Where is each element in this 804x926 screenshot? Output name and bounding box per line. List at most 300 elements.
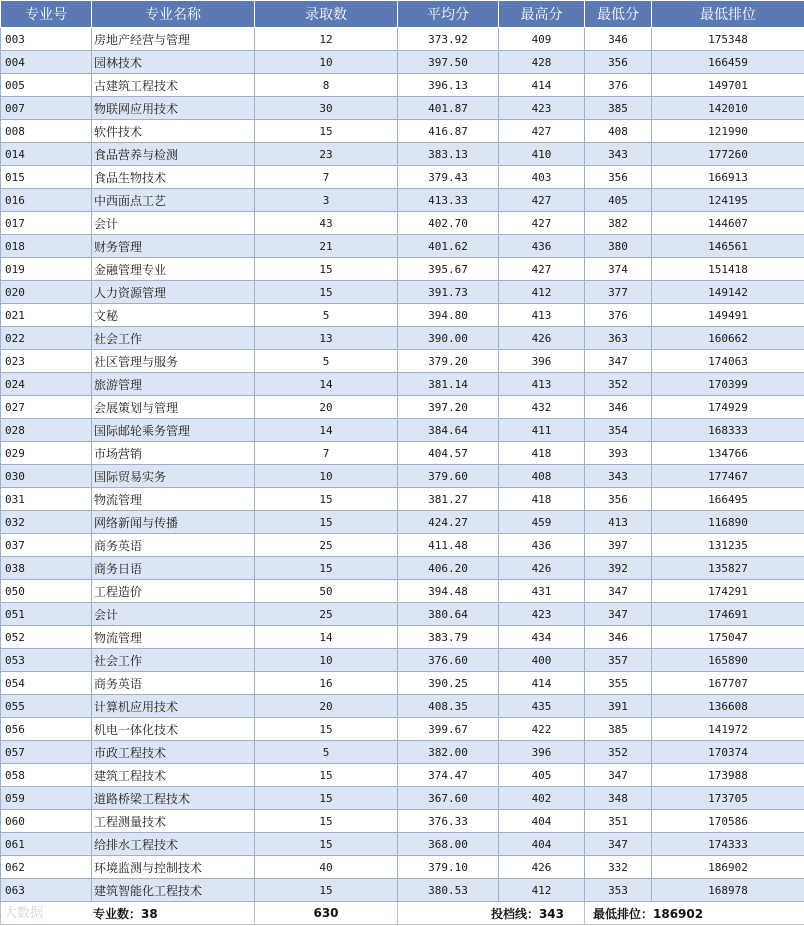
min-rank-cell: 160662 <box>652 327 804 350</box>
min-score-cell: 382 <box>585 212 652 235</box>
major-name-cell: 商务英语 <box>92 534 255 557</box>
major-code-cell: 051 <box>1 603 92 626</box>
admitted-count-cell: 15 <box>255 787 398 810</box>
table-row <box>1 258 804 281</box>
admitted-count-cell: 8 <box>255 74 398 97</box>
major-code-cell: 053 <box>1 649 92 672</box>
max-score-cell: 413 <box>499 373 585 396</box>
min-rank-cell: 116890 <box>652 511 804 534</box>
major-name-cell: 软件技术 <box>92 120 255 143</box>
major-code-cell: 018 <box>1 235 92 258</box>
major-code-cell: 032 <box>1 511 92 534</box>
min-rank-cell: 173988 <box>652 764 804 787</box>
min-rank-summary: 最低排位：186902 <box>585 902 804 925</box>
major-code-cell: 029 <box>1 442 92 465</box>
average-score-cell: 379.20 <box>398 350 499 373</box>
major-code-cell: 027 <box>1 396 92 419</box>
min-score-cell: 347 <box>585 580 652 603</box>
admitted-count-cell: 30 <box>255 97 398 120</box>
min-rank-cell: 174291 <box>652 580 804 603</box>
max-score-cell: 426 <box>499 856 585 879</box>
major-code-cell: 021 <box>1 304 92 327</box>
min-score-cell: 343 <box>585 465 652 488</box>
major-name-cell: 市场营销 <box>92 442 255 465</box>
average-score-cell: 368.00 <box>398 833 499 856</box>
admitted-count-cell: 3 <box>255 189 398 212</box>
min-score-cell: 348 <box>585 787 652 810</box>
admitted-count-cell: 10 <box>255 649 398 672</box>
major-name-cell: 社区管理与服务 <box>92 350 255 373</box>
major-name-cell: 金融管理专业 <box>92 258 255 281</box>
major-name-cell: 人力资源管理 <box>92 281 255 304</box>
max-score-cell: 412 <box>499 281 585 304</box>
max-score-cell: 408 <box>499 465 585 488</box>
max-score-cell: 434 <box>499 626 585 649</box>
max-score-cell: 396 <box>499 741 585 764</box>
major-name-cell: 网络新闻与传播 <box>92 511 255 534</box>
table-row <box>1 810 804 833</box>
min-rank-cell: 166495 <box>652 488 804 511</box>
table-row <box>1 120 804 143</box>
summary-row <box>1 902 804 925</box>
max-score-cell: 414 <box>499 74 585 97</box>
max-score-cell: 426 <box>499 327 585 350</box>
major-name-cell: 食品营养与检测 <box>92 143 255 166</box>
average-score-cell: 408.35 <box>398 695 499 718</box>
max-score-cell: 422 <box>499 718 585 741</box>
major-name-cell: 社会工作 <box>92 327 255 350</box>
min-score-cell: 393 <box>585 442 652 465</box>
average-score-cell: 379.60 <box>398 465 499 488</box>
major-code-cell: 062 <box>1 856 92 879</box>
max-score-cell: 436 <box>499 534 585 557</box>
table-row <box>1 143 804 166</box>
major-code-cell: 028 <box>1 419 92 442</box>
average-score-cell: 399.67 <box>398 718 499 741</box>
average-score-cell: 384.64 <box>398 419 499 442</box>
average-score-cell: 413.33 <box>398 189 499 212</box>
max-score-cell: 432 <box>499 396 585 419</box>
min-score-cell: 363 <box>585 327 652 350</box>
table-row <box>1 419 804 442</box>
min-rank-cell: 144607 <box>652 212 804 235</box>
admitted-count-cell: 43 <box>255 212 398 235</box>
admitted-count-cell: 40 <box>255 856 398 879</box>
major-name-cell: 给排水工程技术 <box>92 833 255 856</box>
average-score-cell: 380.53 <box>398 879 499 902</box>
major-code-cell: 004 <box>1 51 92 74</box>
major-code-cell: 016 <box>1 189 92 212</box>
table-row <box>1 879 804 902</box>
table-row <box>1 51 804 74</box>
admitted-count-cell: 10 <box>255 51 398 74</box>
average-score-cell: 404.57 <box>398 442 499 465</box>
average-score-cell: 381.27 <box>398 488 499 511</box>
min-score-cell: 352 <box>585 741 652 764</box>
watermark-logo: 大数据 <box>4 906 44 921</box>
admitted-count-cell: 15 <box>255 718 398 741</box>
min-score-cell: 380 <box>585 235 652 258</box>
max-score-cell: 412 <box>499 879 585 902</box>
max-score-cell: 427 <box>499 120 585 143</box>
average-score-cell: 380.64 <box>398 603 499 626</box>
min-rank-cell: 149701 <box>652 74 804 97</box>
average-score-cell: 383.79 <box>398 626 499 649</box>
table-row <box>1 856 804 879</box>
table-row <box>1 304 804 327</box>
major-code-cell: 052 <box>1 626 92 649</box>
table-row <box>1 281 804 304</box>
major-code-cell: 050 <box>1 580 92 603</box>
major-code-cell: 059 <box>1 787 92 810</box>
header-average-score: 平均分 <box>398 1 499 28</box>
admitted-count-cell: 15 <box>255 879 398 902</box>
min-score-cell: 332 <box>585 856 652 879</box>
major-name-cell: 园林技术 <box>92 51 255 74</box>
major-name-cell: 计算机应用技术 <box>92 695 255 718</box>
max-score-cell: 400 <box>499 649 585 672</box>
min-rank-cell: 149491 <box>652 304 804 327</box>
max-score-cell: 414 <box>499 672 585 695</box>
min-rank-cell: 174929 <box>652 396 804 419</box>
major-name-cell: 房地产经营与管理 <box>92 28 255 51</box>
min-score-cell: 353 <box>585 879 652 902</box>
average-score-cell: 367.60 <box>398 787 499 810</box>
average-score-cell: 390.00 <box>398 327 499 350</box>
average-score-cell: 401.87 <box>398 97 499 120</box>
major-name-cell: 物联网应用技术 <box>92 97 255 120</box>
major-code-cell: 057 <box>1 741 92 764</box>
min-rank-cell: 186902 <box>652 856 804 879</box>
max-score-cell: 402 <box>499 787 585 810</box>
min-rank-cell: 167707 <box>652 672 804 695</box>
max-score-cell: 427 <box>499 258 585 281</box>
average-score-cell: 374.47 <box>398 764 499 787</box>
average-score-cell: 424.27 <box>398 511 499 534</box>
major-code-cell: 056 <box>1 718 92 741</box>
table-row <box>1 603 804 626</box>
admitted-count-cell: 25 <box>255 603 398 626</box>
major-name-cell: 工程测量技术 <box>92 810 255 833</box>
average-score-cell: 397.20 <box>398 396 499 419</box>
min-score-cell: 347 <box>585 603 652 626</box>
max-score-cell: 411 <box>499 419 585 442</box>
max-score-cell: 404 <box>499 810 585 833</box>
min-rank-cell: 175047 <box>652 626 804 649</box>
max-score-cell: 426 <box>499 557 585 580</box>
min-rank-cell: 174691 <box>652 603 804 626</box>
table-row <box>1 833 804 856</box>
table-row <box>1 212 804 235</box>
admitted-count-cell: 15 <box>255 557 398 580</box>
average-score-cell: 376.33 <box>398 810 499 833</box>
max-score-cell: 404 <box>499 833 585 856</box>
min-score-cell: 385 <box>585 97 652 120</box>
min-rank-cell: 174333 <box>652 833 804 856</box>
header-major-name: 专业名称 <box>92 1 255 28</box>
major-name-cell: 市政工程技术 <box>92 741 255 764</box>
admitted-count-cell: 10 <box>255 465 398 488</box>
major-name-cell: 社会工作 <box>92 649 255 672</box>
major-name-cell: 会展策划与管理 <box>92 396 255 419</box>
admitted-count-cell: 14 <box>255 626 398 649</box>
min-score-cell: 356 <box>585 488 652 511</box>
major-name-cell: 商务英语 <box>92 672 255 695</box>
max-score-cell: 413 <box>499 304 585 327</box>
min-score-cell: 346 <box>585 28 652 51</box>
admitted-count-cell: 20 <box>255 396 398 419</box>
major-code-cell: 015 <box>1 166 92 189</box>
table-row <box>1 580 804 603</box>
max-score-cell: 431 <box>499 580 585 603</box>
table-row <box>1 373 804 396</box>
admitted-count-cell: 15 <box>255 258 398 281</box>
admitted-count-cell: 20 <box>255 695 398 718</box>
major-name-cell: 文秘 <box>92 304 255 327</box>
min-rank-cell: 166459 <box>652 51 804 74</box>
admitted-count-cell: 13 <box>255 327 398 350</box>
average-score-cell: 390.25 <box>398 672 499 695</box>
min-score-cell: 354 <box>585 419 652 442</box>
min-rank-cell: 142010 <box>652 97 804 120</box>
min-rank-cell: 168978 <box>652 879 804 902</box>
admitted-count-cell: 7 <box>255 442 398 465</box>
min-rank-cell: 135827 <box>652 557 804 580</box>
min-rank-cell: 173705 <box>652 787 804 810</box>
min-score-cell: 376 <box>585 304 652 327</box>
min-rank-cell: 177260 <box>652 143 804 166</box>
max-score-cell: 418 <box>499 488 585 511</box>
average-score-cell: 394.80 <box>398 304 499 327</box>
major-name-cell: 国际邮轮乘务管理 <box>92 419 255 442</box>
min-rank-cell: 149142 <box>652 281 804 304</box>
table-row <box>1 97 804 120</box>
table-row <box>1 189 804 212</box>
average-score-cell: 406.20 <box>398 557 499 580</box>
min-score-cell: 376 <box>585 74 652 97</box>
table-row <box>1 649 804 672</box>
major-code-cell: 020 <box>1 281 92 304</box>
min-rank-cell: 121990 <box>652 120 804 143</box>
average-score-cell: 382.00 <box>398 741 499 764</box>
major-name-cell: 会计 <box>92 603 255 626</box>
min-score-cell: 408 <box>585 120 652 143</box>
major-name-cell: 商务日语 <box>92 557 255 580</box>
average-score-cell: 394.48 <box>398 580 499 603</box>
admitted-count-cell: 15 <box>255 511 398 534</box>
min-rank-cell: 174063 <box>652 350 804 373</box>
table-row <box>1 235 804 258</box>
table-row <box>1 465 804 488</box>
min-rank-cell: 175348 <box>652 28 804 51</box>
average-score-cell: 402.70 <box>398 212 499 235</box>
average-score-cell: 395.67 <box>398 258 499 281</box>
min-score-cell: 346 <box>585 626 652 649</box>
table-row <box>1 28 804 51</box>
min-score-cell: 405 <box>585 189 652 212</box>
min-score-cell: 377 <box>585 281 652 304</box>
max-score-cell: 418 <box>499 442 585 465</box>
min-rank-cell: 177467 <box>652 465 804 488</box>
average-score-cell: 397.50 <box>398 51 499 74</box>
min-rank-cell: 166913 <box>652 166 804 189</box>
cutoff-line: 投档线：343 <box>398 902 585 925</box>
max-score-cell: 410 <box>499 143 585 166</box>
table-row <box>1 511 804 534</box>
major-code-cell: 063 <box>1 879 92 902</box>
max-score-cell: 403 <box>499 166 585 189</box>
min-rank-cell: 136608 <box>652 695 804 718</box>
min-score-cell: 357 <box>585 649 652 672</box>
min-score-cell: 391 <box>585 695 652 718</box>
major-name-cell: 古建筑工程技术 <box>92 74 255 97</box>
major-name-cell: 会计 <box>92 212 255 235</box>
average-score-cell: 373.92 <box>398 28 499 51</box>
major-code-cell: 055 <box>1 695 92 718</box>
average-score-cell: 396.13 <box>398 74 499 97</box>
major-code-cell: 037 <box>1 534 92 557</box>
major-code-cell: 019 <box>1 258 92 281</box>
major-count: 专业数：38 <box>1 902 255 925</box>
max-score-cell: 409 <box>499 28 585 51</box>
table-row <box>1 488 804 511</box>
major-name-cell: 食品生物技术 <box>92 166 255 189</box>
major-name-cell: 中西面点工艺 <box>92 189 255 212</box>
header-row <box>1 1 804 28</box>
min-score-cell: 347 <box>585 350 652 373</box>
major-code-cell: 038 <box>1 557 92 580</box>
major-code-cell: 022 <box>1 327 92 350</box>
admitted-count-cell: 7 <box>255 166 398 189</box>
max-score-cell: 436 <box>499 235 585 258</box>
average-score-cell: 379.10 <box>398 856 499 879</box>
major-code-cell: 061 <box>1 833 92 856</box>
min-score-cell: 356 <box>585 166 652 189</box>
min-score-cell: 347 <box>585 833 652 856</box>
max-score-cell: 423 <box>499 97 585 120</box>
admitted-count-cell: 15 <box>255 810 398 833</box>
min-rank-cell: 151418 <box>652 258 804 281</box>
min-score-cell: 374 <box>585 258 652 281</box>
average-score-cell: 379.43 <box>398 166 499 189</box>
admitted-count-cell: 23 <box>255 143 398 166</box>
average-score-cell: 383.13 <box>398 143 499 166</box>
major-name-cell: 机电一体化技术 <box>92 718 255 741</box>
major-name-cell: 工程造价 <box>92 580 255 603</box>
table-row <box>1 787 804 810</box>
admitted-count-cell: 15 <box>255 120 398 143</box>
admitted-count-cell: 5 <box>255 350 398 373</box>
max-score-cell: 423 <box>499 603 585 626</box>
major-name-cell: 物流管理 <box>92 488 255 511</box>
min-rank-cell: 170586 <box>652 810 804 833</box>
header-max-score: 最高分 <box>499 1 585 28</box>
average-score-cell: 381.14 <box>398 373 499 396</box>
major-code-cell: 007 <box>1 97 92 120</box>
major-code-cell: 031 <box>1 488 92 511</box>
major-code-cell: 003 <box>1 28 92 51</box>
major-name-cell: 旅游管理 <box>92 373 255 396</box>
major-code-cell: 024 <box>1 373 92 396</box>
table-row <box>1 695 804 718</box>
average-score-cell: 411.48 <box>398 534 499 557</box>
table-row <box>1 557 804 580</box>
table-row <box>1 718 804 741</box>
admitted-count-cell: 12 <box>255 28 398 51</box>
table-row <box>1 350 804 373</box>
header-min-rank: 最低排位 <box>652 1 804 28</box>
table-row <box>1 672 804 695</box>
table-row <box>1 396 804 419</box>
average-score-cell: 391.73 <box>398 281 499 304</box>
min-rank-cell: 168333 <box>652 419 804 442</box>
table-row <box>1 534 804 557</box>
admitted-count-cell: 15 <box>255 488 398 511</box>
header-major-code: 专业号 <box>1 1 92 28</box>
admitted-count-cell: 15 <box>255 764 398 787</box>
admitted-count-cell: 16 <box>255 672 398 695</box>
min-rank-cell: 141972 <box>652 718 804 741</box>
max-score-cell: 427 <box>499 189 585 212</box>
major-code-cell: 030 <box>1 465 92 488</box>
admitted-count-cell: 14 <box>255 419 398 442</box>
admitted-count-cell: 25 <box>255 534 398 557</box>
major-name-cell: 物流管理 <box>92 626 255 649</box>
admitted-count-cell: 15 <box>255 833 398 856</box>
min-score-cell: 355 <box>585 672 652 695</box>
table-row <box>1 442 804 465</box>
min-rank-cell: 134766 <box>652 442 804 465</box>
major-name-cell: 道路桥梁工程技术 <box>92 787 255 810</box>
major-code-cell: 023 <box>1 350 92 373</box>
major-name-cell: 财务管理 <box>92 235 255 258</box>
admitted-count-cell: 15 <box>255 281 398 304</box>
average-score-cell: 416.87 <box>398 120 499 143</box>
admitted-count-cell: 5 <box>255 741 398 764</box>
admitted-count-cell: 5 <box>255 304 398 327</box>
average-score-cell: 401.62 <box>398 235 499 258</box>
table-row <box>1 166 804 189</box>
major-code-cell: 054 <box>1 672 92 695</box>
total-admitted: 630 <box>255 902 398 925</box>
average-score-cell: 376.60 <box>398 649 499 672</box>
min-score-cell: 351 <box>585 810 652 833</box>
header-admitted-count: 录取数 <box>255 1 398 28</box>
table-row <box>1 741 804 764</box>
max-score-cell: 405 <box>499 764 585 787</box>
major-code-cell: 060 <box>1 810 92 833</box>
table-row <box>1 74 804 97</box>
major-code-cell: 017 <box>1 212 92 235</box>
table-body <box>1 28 804 902</box>
major-name-cell: 建筑工程技术 <box>92 764 255 787</box>
max-score-cell: 396 <box>499 350 585 373</box>
major-code-cell: 008 <box>1 120 92 143</box>
min-rank-cell: 146561 <box>652 235 804 258</box>
major-name-cell: 环境监测与控制技术 <box>92 856 255 879</box>
min-score-cell: 346 <box>585 396 652 419</box>
max-score-cell: 427 <box>499 212 585 235</box>
max-score-cell: 435 <box>499 695 585 718</box>
min-rank-cell: 124195 <box>652 189 804 212</box>
min-rank-cell: 170374 <box>652 741 804 764</box>
major-name-cell: 国际贸易实务 <box>92 465 255 488</box>
major-name-cell: 建筑智能化工程技术 <box>92 879 255 902</box>
admitted-count-cell: 14 <box>255 373 398 396</box>
min-score-cell: 413 <box>585 511 652 534</box>
table-row <box>1 626 804 649</box>
admitted-count-cell: 50 <box>255 580 398 603</box>
